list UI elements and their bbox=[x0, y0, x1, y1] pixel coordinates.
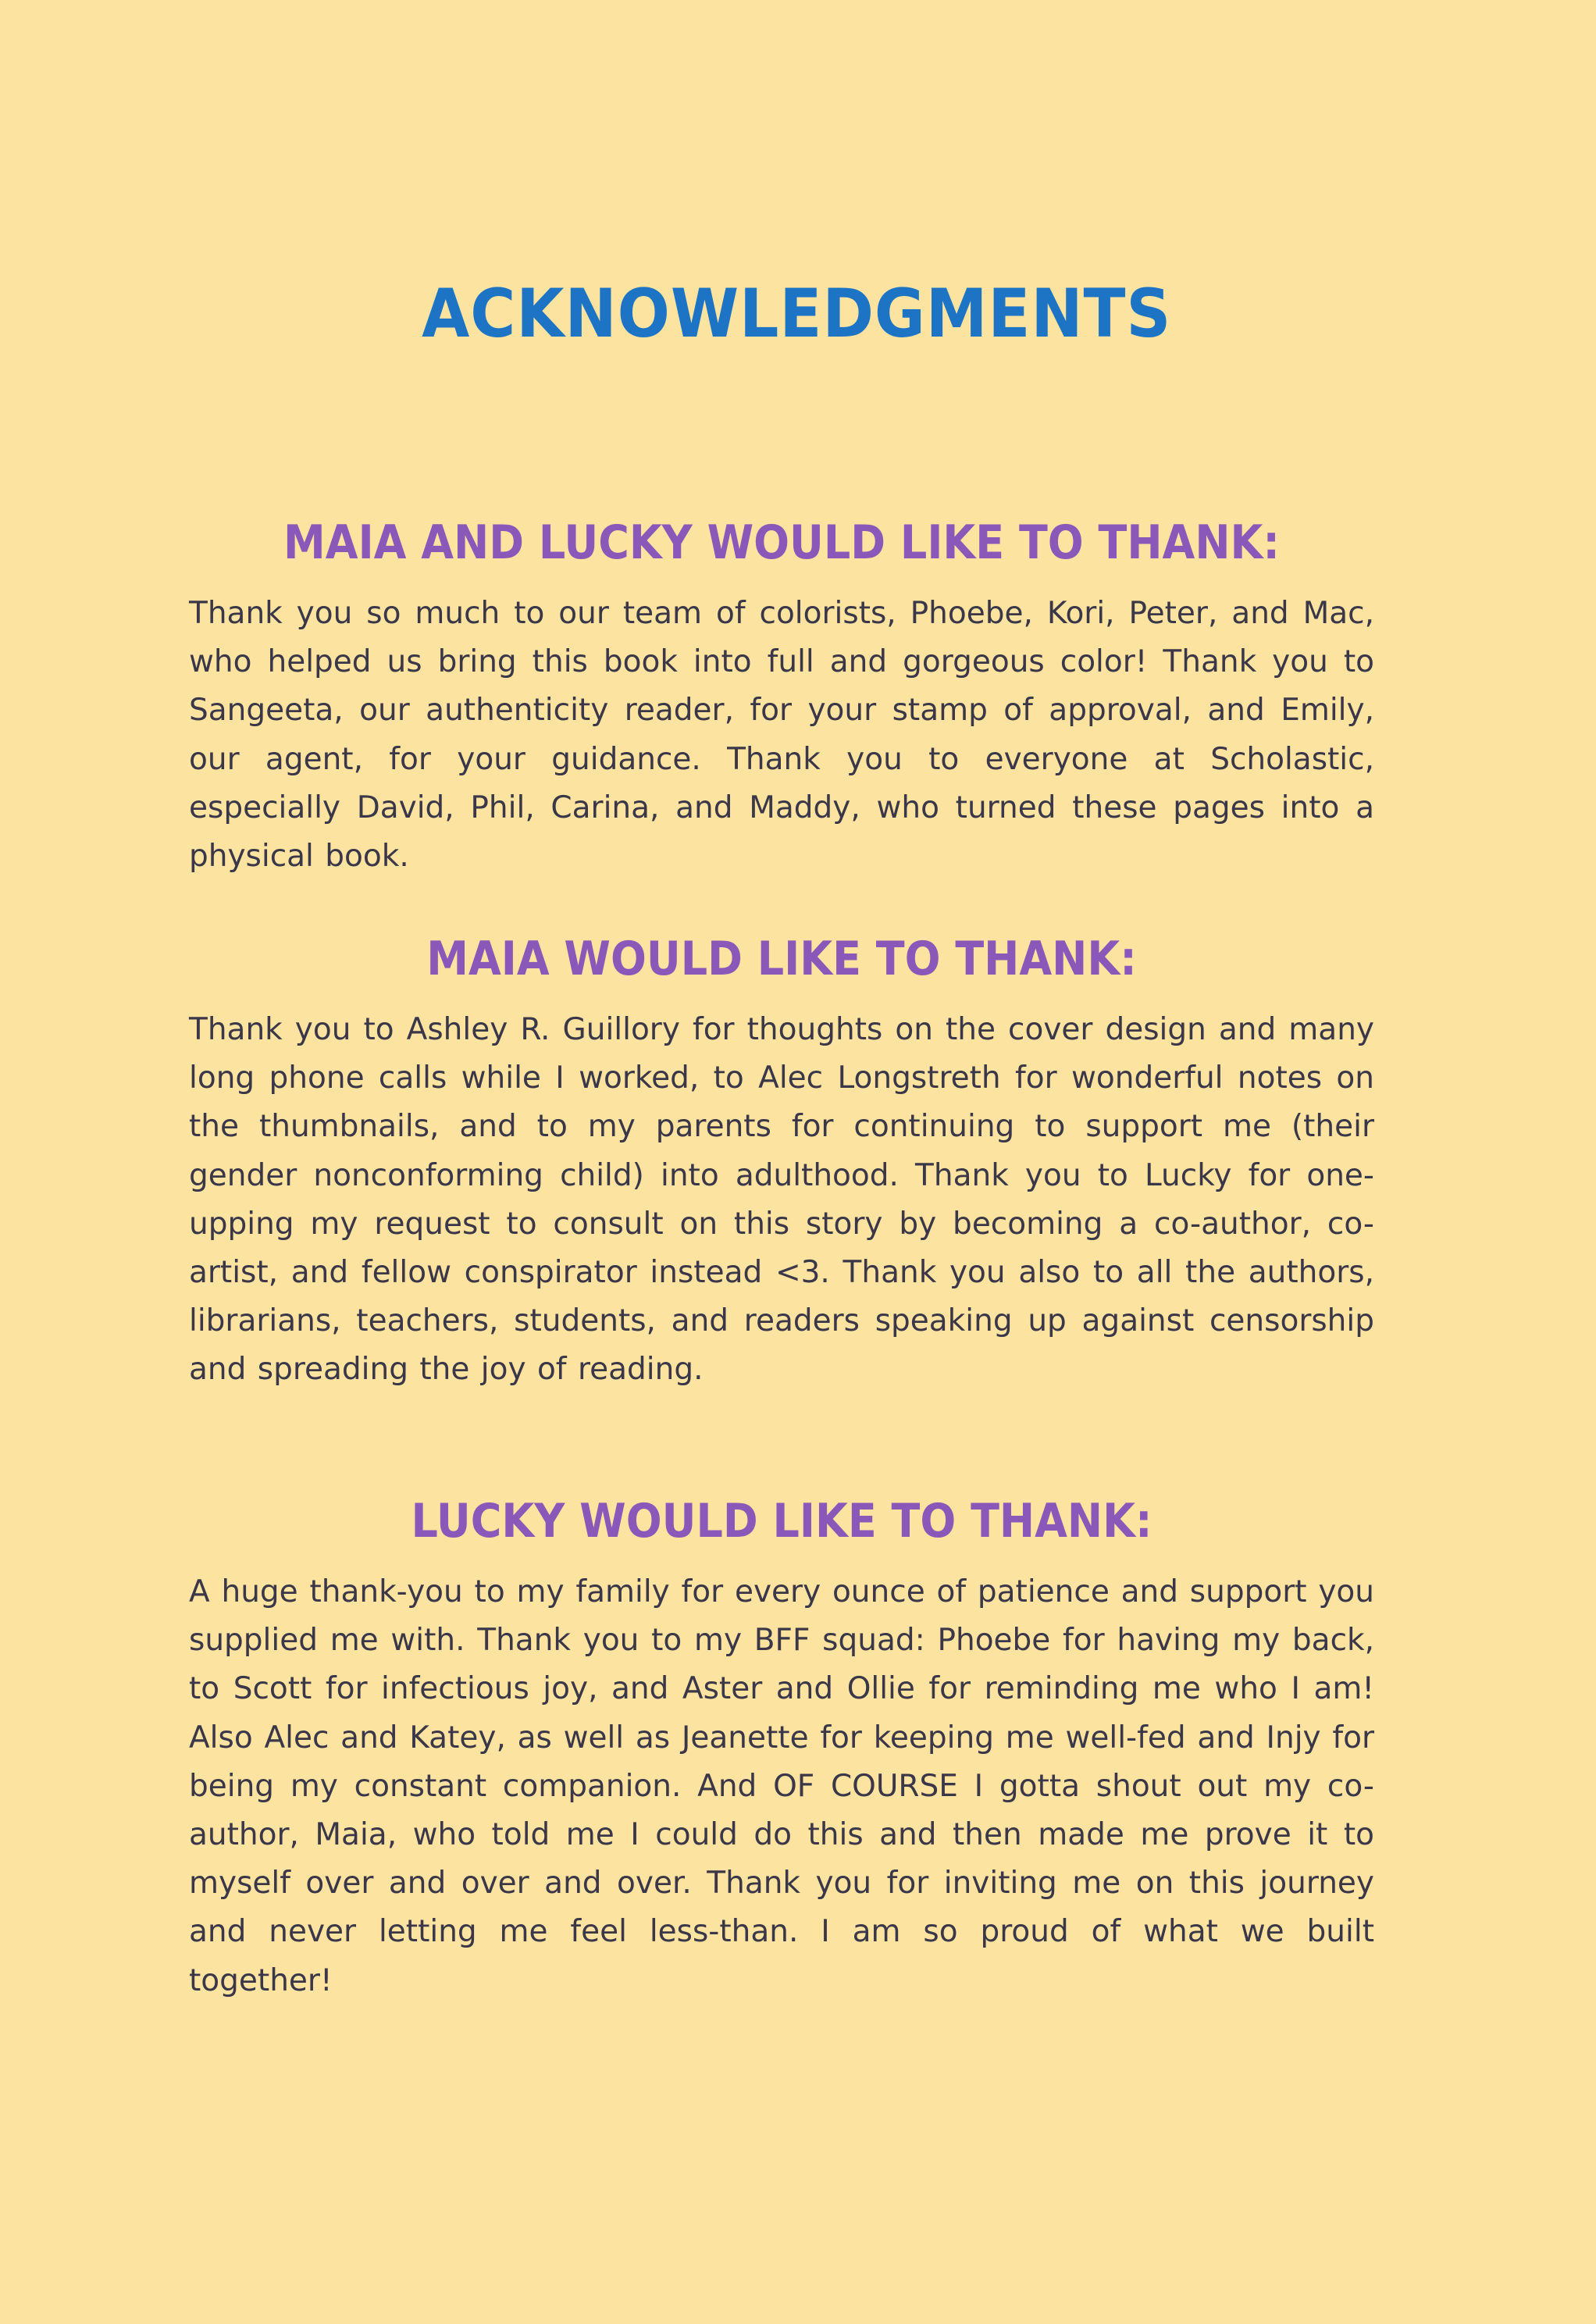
section-lucky bbox=[189, 1490, 1374, 2005]
section-body: A huge thank-you to my family for every ounce of patience and support you supplied me with. Thank you to my BFF squad: Phoebe for having my back, to Scott for infectious joy, and Aster and Ollie for reminding me who I am! Also Alec and Katey, as well as Jeanette for keeping me well-fed and Injy for being my constant companion. And OF COURSE I gotta shout out my co-author, Maia, who told me I could do this and then made me prove it to myself over and over and over. Thank you for inviting me on this journey and never letting me feel less-than. I am so proud of what we built together! bbox=[189, 1574, 1374, 1998]
section-body: Thank you so much to our team of colorists, Phoebe, Kori, Peter, and Mac, who helped us bring this book into full and gorgeous color! Thank you to Sangeeta, our authenticity reader, for your stamp of approval, and Emily, our agent, for your guidance. Thank you to everyone at Scholastic, especially David, Phil, Carina, and Maddy, who turned these pages into a physical book. bbox=[189, 596, 1374, 875]
section-heading: LUCKY WOULD LIKE TO THANK: bbox=[411, 1494, 1152, 1549]
section-heading: MAIA AND LUCKY WOULD LIKE TO THANK: bbox=[283, 515, 1280, 570]
section-body: Thank you to Ashley R. Guillory for thoughts on the cover design and many long phone calls while I worked, to Alec Longstreth for wonderful notes on the thumbnails, and to my parents for continuing to support me (their gender nonconforming child) into adulthood. Thank you to Lucky for one-upping my request to consult on this story by becoming a co-author, co-artist, and fellow conspirator instead <3. Thank you also to all the authors, librarians, teachers, students, and readers speaking up against censorship and spreading the joy of reading. bbox=[189, 1012, 1374, 1388]
section-heading: MAIA WOULD LIKE TO THANK: bbox=[426, 932, 1137, 986]
section-maia-and-lucky bbox=[189, 511, 1374, 881]
page-title: ACKNOWLEDGMENTS bbox=[422, 275, 1172, 353]
section-maia bbox=[189, 928, 1374, 1395]
